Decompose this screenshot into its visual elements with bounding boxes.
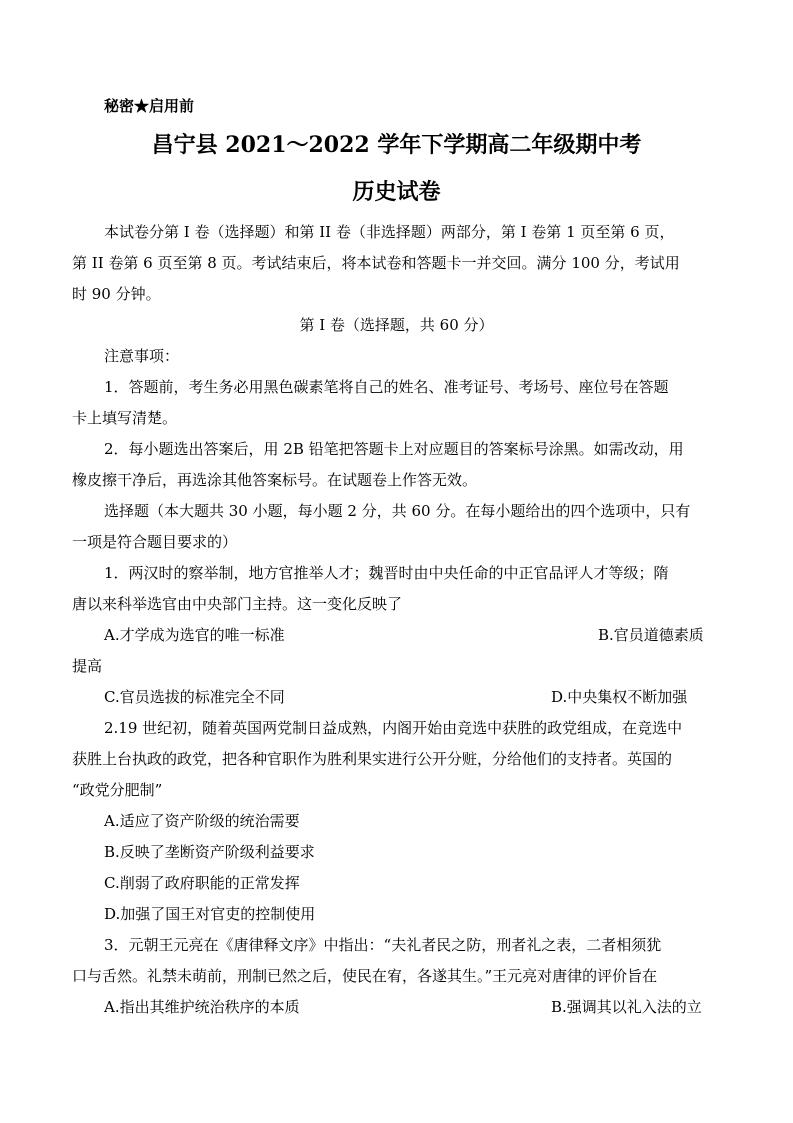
question-1-option-b-cont: 提高: [72, 657, 103, 675]
question-1-option-c: C.官员选拔的标准完全不同: [104, 688, 285, 706]
section-heading: 第 I 卷（选择题，共 60 分）: [299, 316, 494, 334]
question-2-option-d: D.加强了国王对官吏的控制使用: [104, 905, 316, 923]
question-3-stem-line-2: 口与舌然。礼禁未萌前，刑制已然之后，使民在宥，各遂其生。”王元亮对唐律的评价旨在: [72, 967, 658, 985]
question-1-option-d: D.中央集权不断加强: [551, 688, 688, 706]
question-1-stem-line-2: 唐以来科举选官由中央部门主持。这一变化反映了: [72, 595, 403, 613]
confidential-label: 秘密★启用前: [104, 97, 195, 115]
intro-line-2: 第 II 卷第 6 页至第 8 页。考试结束后，将本试卷和答题卡一并交回。满分 100 分，考试用: [72, 254, 680, 272]
instructions-line-2: 一项是符合题目要求的）: [72, 533, 238, 551]
question-1-option-a: A.才学成为选官的唯一标准: [104, 626, 285, 644]
question-1-option-b: B.官员道德素质: [598, 626, 704, 644]
question-2-option-c: C.削弱了政府职能的正常发挥: [104, 874, 300, 892]
note-2-line-2: 橡皮擦干净后，再选涂其他答案标号。在试题卷上作答无效。: [72, 471, 478, 489]
question-3-option-b: B.强调其以礼入法的立: [551, 998, 702, 1016]
exam-subtitle: 历史试卷: [352, 179, 441, 205]
question-3-option-a: A.指出其维护统治秩序的本质: [104, 998, 300, 1016]
instructions-line-1: 选择题（本大题共 30 小题，每小题 2 分，共 60 分。在每小题给出的四个选项中，只有: [104, 502, 691, 520]
question-2-option-a: A.适应了资产阶级的统治需要: [104, 812, 300, 830]
exam-title: 昌宁县 2021～2022 学年下学期高二年级期中考: [151, 132, 642, 158]
intro-line-1: 本试卷分第 I 卷（选择题）和第 II 卷（非选择题）两部分，第 I 卷第 1 页至第 6 页，: [104, 223, 675, 241]
note-2-line-1: 2．每小题选出答案后，用 2B 铅笔把答题卡上对应题目的答案标号涂黑。如需改动，用: [104, 440, 684, 458]
intro-line-3: 时 90 分钟。: [72, 285, 161, 303]
notes-heading: 注意事项：: [104, 347, 180, 365]
question-3-stem-line-1: 3．元朝王元亮在《唐律释文序》中指出：“夫礼者民之防，刑者礼之表，二者相须犹: [104, 936, 662, 954]
question-2-stem-line-2: 获胜上台执政的政党，把各种官职作为胜利果实进行公开分赃，分给他们的支持者。英国的: [72, 750, 673, 768]
question-2-option-b: B.反映了垄断资产阶级利益要求: [104, 843, 315, 861]
note-1-line-1: 1．答题前，考生务必用黑色碳素笔将自己的姓名、准考证号、考场号、座位号在答题: [104, 378, 669, 396]
question-2-stem-line-3: “政党分肥制”: [72, 781, 163, 799]
question-1-stem-line-1: 1．两汉时的察举制，地方官推举人才；魏晋时由中央任命的中正官品评人才等级；隋: [104, 564, 669, 582]
question-2-stem-line-1: 2.19 世纪初，随着英国两党制日益成熟，内阁开始由竞选中获胜的政党组成，在竞选中: [104, 719, 683, 737]
note-1-line-2: 卡上填写清楚。: [72, 409, 178, 427]
